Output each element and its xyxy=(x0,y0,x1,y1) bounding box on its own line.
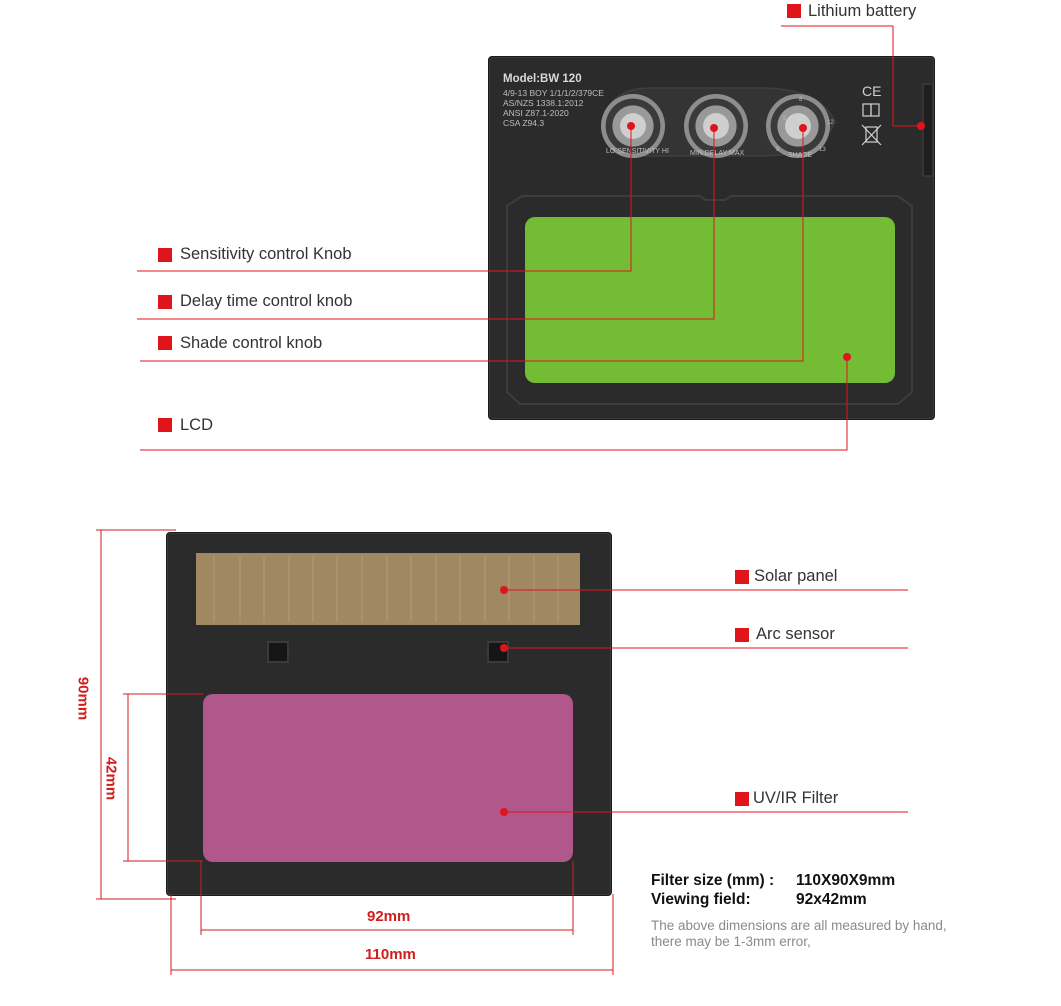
standard-line-3: ANSI Z87.1-2020 xyxy=(503,108,569,118)
uv-ir-filter-label: UV/IR Filter xyxy=(753,789,839,807)
lithium-battery-label: Lithium battery xyxy=(808,2,917,20)
viewing-field-value: 92x42mm xyxy=(796,891,867,908)
model-label: Model:BW 120 xyxy=(503,73,582,85)
sensitivity-knob-label: LO SENSITIVITY HI xyxy=(606,148,669,155)
note-line-1: The above dimensions are all measured by hand, xyxy=(651,918,947,933)
solar-panel-marker xyxy=(735,570,749,584)
viewing-field-label: Viewing field: xyxy=(651,891,751,908)
uv-ir-filter-marker xyxy=(735,792,749,806)
shade-number-5: 5 xyxy=(783,116,787,122)
shade-number-12: 12 xyxy=(827,120,834,126)
dimension-110mm: 110mm xyxy=(365,946,416,963)
ce-mark-icon: CE xyxy=(862,83,882,99)
arc-sensor-marker xyxy=(735,628,749,642)
dimension-92mm: 92mm xyxy=(367,908,411,925)
standard-line-1: 4/9-13 BOY 1/1/1/2/379CE xyxy=(503,88,604,98)
sensitivity-label: Sensitivity control Knob xyxy=(180,245,352,263)
dimension-90mm: 90mm xyxy=(74,676,92,721)
filter-size-label: Filter size (mm) : xyxy=(651,872,775,889)
dimension-42mm: 42mm xyxy=(102,756,120,801)
shade-label: Shade control knob xyxy=(180,334,323,352)
arc-sensor-label: Arc sensor xyxy=(756,625,835,643)
shade-number-13: 13 xyxy=(819,147,826,153)
solar-panel-label: Solar panel xyxy=(754,567,838,585)
shade-knob-label: SHADE xyxy=(788,152,813,159)
standard-line-2: AS/NZS 1338.1:2012 xyxy=(503,98,584,108)
delay-label: Delay time control knob xyxy=(180,292,353,310)
shade-number-8: 8 xyxy=(799,97,803,103)
lcd-label: LCD xyxy=(180,416,214,434)
delay-knob-label: MIN DELAY MAX xyxy=(690,150,745,157)
note-line-2: there may be 1-3mm error, xyxy=(651,934,811,949)
standard-line-4: CSA Z94.3 xyxy=(503,118,545,128)
filter-size-value: 110X90X9mm xyxy=(796,872,896,889)
shade-number-9: 9 xyxy=(776,147,780,153)
